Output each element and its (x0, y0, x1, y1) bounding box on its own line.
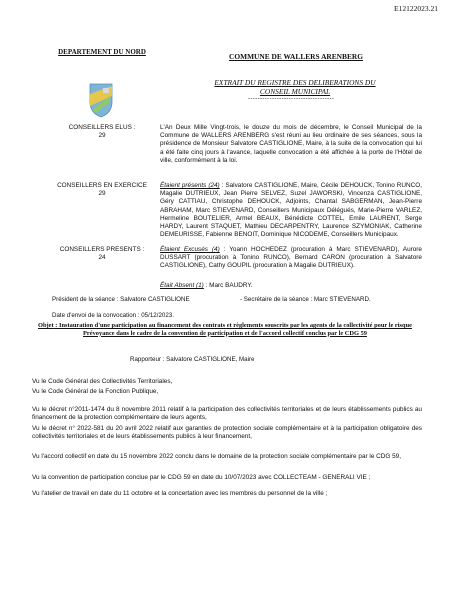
department-heading: DEPARTEMENT DU NORD (58, 48, 146, 56)
conseillers-presents-label (32, 246, 172, 262)
conseillers-elus-label (32, 124, 172, 140)
commune-heading: COMMUNE DE WALLERS ARENBERG (229, 52, 363, 61)
presents-list: : Salvatore CASTIGLIONE, Maire, Cécile DEHOUCK, Tonino RUNCO, Magalie DUTRIEUX, Jean Pierre SELVEZ, Suzel JAWORSKI, Vincenza CASTIGLIONE, Géry CATTIAU, Christophe DEHOUCK, Adjoints, Chantal SABGERMAN, Jean-Pierre ABRAHAM, Marc STIEVENARD, Conseillers Municipaux Délégués, Marie-Pierre VARLEZ, Hermeline BOUTELIER, Armel BEAUX, Bénédicte COTTEL, Emile LAURENT, Serge HARDY, Laurent STAQUET, Mathieu DECARPENTRY, Laurence SZYMONIAK, Catherine DEMEURISSE, Fabienne BENOIT, Dominique NICODEME, Conseillers Municipaux. (160, 182, 423, 239)
convocation-date: Date d'envoi de la convocation : 05/12/2023. (52, 312, 174, 319)
absent-paragraph (160, 282, 422, 290)
intro-paragraph: L'An Deux Mille Vingt-trois, le douze du mois de décembre, le Conseil Municipal de la Commune de WALLERS ARENBERG s'est réuni au lieu ordinaire de ses séances, sous la présidence de Monsieur Salvatore CASTIGLIONE, Maire, à la suite de la convocation qui lui a été faite cinq jours à l'avance, laquelle convocation a été affichée à la porte de l'Hôtel de ville, conformément à la loi. (160, 124, 422, 164)
excuses-paragraph (160, 246, 422, 271)
absent-list: : Marc BAUDRY. (203, 282, 253, 289)
body-line-6: Vu la convention de participation conclue par le CDG 59 en date du 10/07/2023 avec COLLECTEAM - GENERALI VIE ; (32, 474, 371, 481)
president-line: Président de la séance : Salvatore CASTIGLIONE (52, 296, 190, 303)
presents-value: 24 (98, 254, 106, 261)
secretaire-line: - Secrétaire de la séance : Marc STIEVENARD. (240, 296, 371, 303)
rapporteur-line: Rapporteur : Salvatore CASTIGLIONE, Maire (130, 356, 255, 363)
elus-label: CONSEILLERS ELUS : (68, 124, 136, 131)
town-crest-logo (88, 82, 114, 118)
excuses-list: : Yoann HOCHEDEZ (procuration à Marc STIEVENARD), Aurore DUSSART (procuration à Tonino RUNCO), Bernard CARON (procuration à Salvatore CASTIGLIONE), Cathy GOUPIL (procuration à Magalie DUTRIEUX). (160, 246, 422, 270)
exercice-value: 29 (98, 190, 106, 197)
absent-heading: Était Absent (1) (160, 282, 204, 289)
presents-label: CONSEILLERS PRESENTS : (59, 246, 145, 253)
body-line-4: Vu le décret n° 2022-581 du 20 avril 2022 relatif aux garanties de protection sociale complémentaire et à la participation obligatoire des collectivités territoriales et de leurs établissements publics à leur financement, (32, 425, 422, 441)
conseillers-exercice-label (32, 182, 172, 198)
excuses-heading: Étaient Excusés (4) (160, 246, 220, 253)
objet-title (28, 322, 422, 338)
body-line-1: Vu le Code Général des Collectivités Territoriales, (32, 378, 173, 385)
elus-value: 29 (98, 132, 106, 139)
document-reference: E12122023.21 (394, 4, 438, 13)
presents-paragraph (160, 182, 422, 239)
body-line-2: Vu le Code Général de la Fonction Publique, (32, 388, 159, 395)
body-line-3: Vu le décret n°2011-1474 du 8 novembre 2011 relatif à la participation des collectivités territoriales et de leurs établissements publics au financement de la protection complémentaire de leurs agents, (32, 406, 422, 422)
objet-text: : Instauration d'une participation au financement des contrats et règlements souscrits par les agents de la collectivité pour le risque Prévoyance dans le cadre de la convention de participation et de l'accord collectif conclus par le CDG 59 (53, 322, 412, 337)
body-line-5: Vu l'accord collectif en date du 15 novembre 2022 conclu dans le domaine de la protection sociale complémentaire par le CDG 59, (32, 453, 402, 460)
extract-title: EXTRAIT DU REGISTRE DES DELIBERATIONS DU CONSEIL MUNICIPAL (214, 78, 376, 96)
exercice-label: CONSEILLERS EN EXERCICE (57, 182, 147, 189)
objet-label: Objet (38, 322, 54, 329)
separator-dots: ------------------------------------ (248, 96, 335, 102)
presents-heading: Étaient présents (24) (160, 182, 220, 189)
body-line-7: Vu l'atelier de travail en date du 11 octobre et la concertation avec les membres du personnel de la ville ; (32, 490, 328, 497)
